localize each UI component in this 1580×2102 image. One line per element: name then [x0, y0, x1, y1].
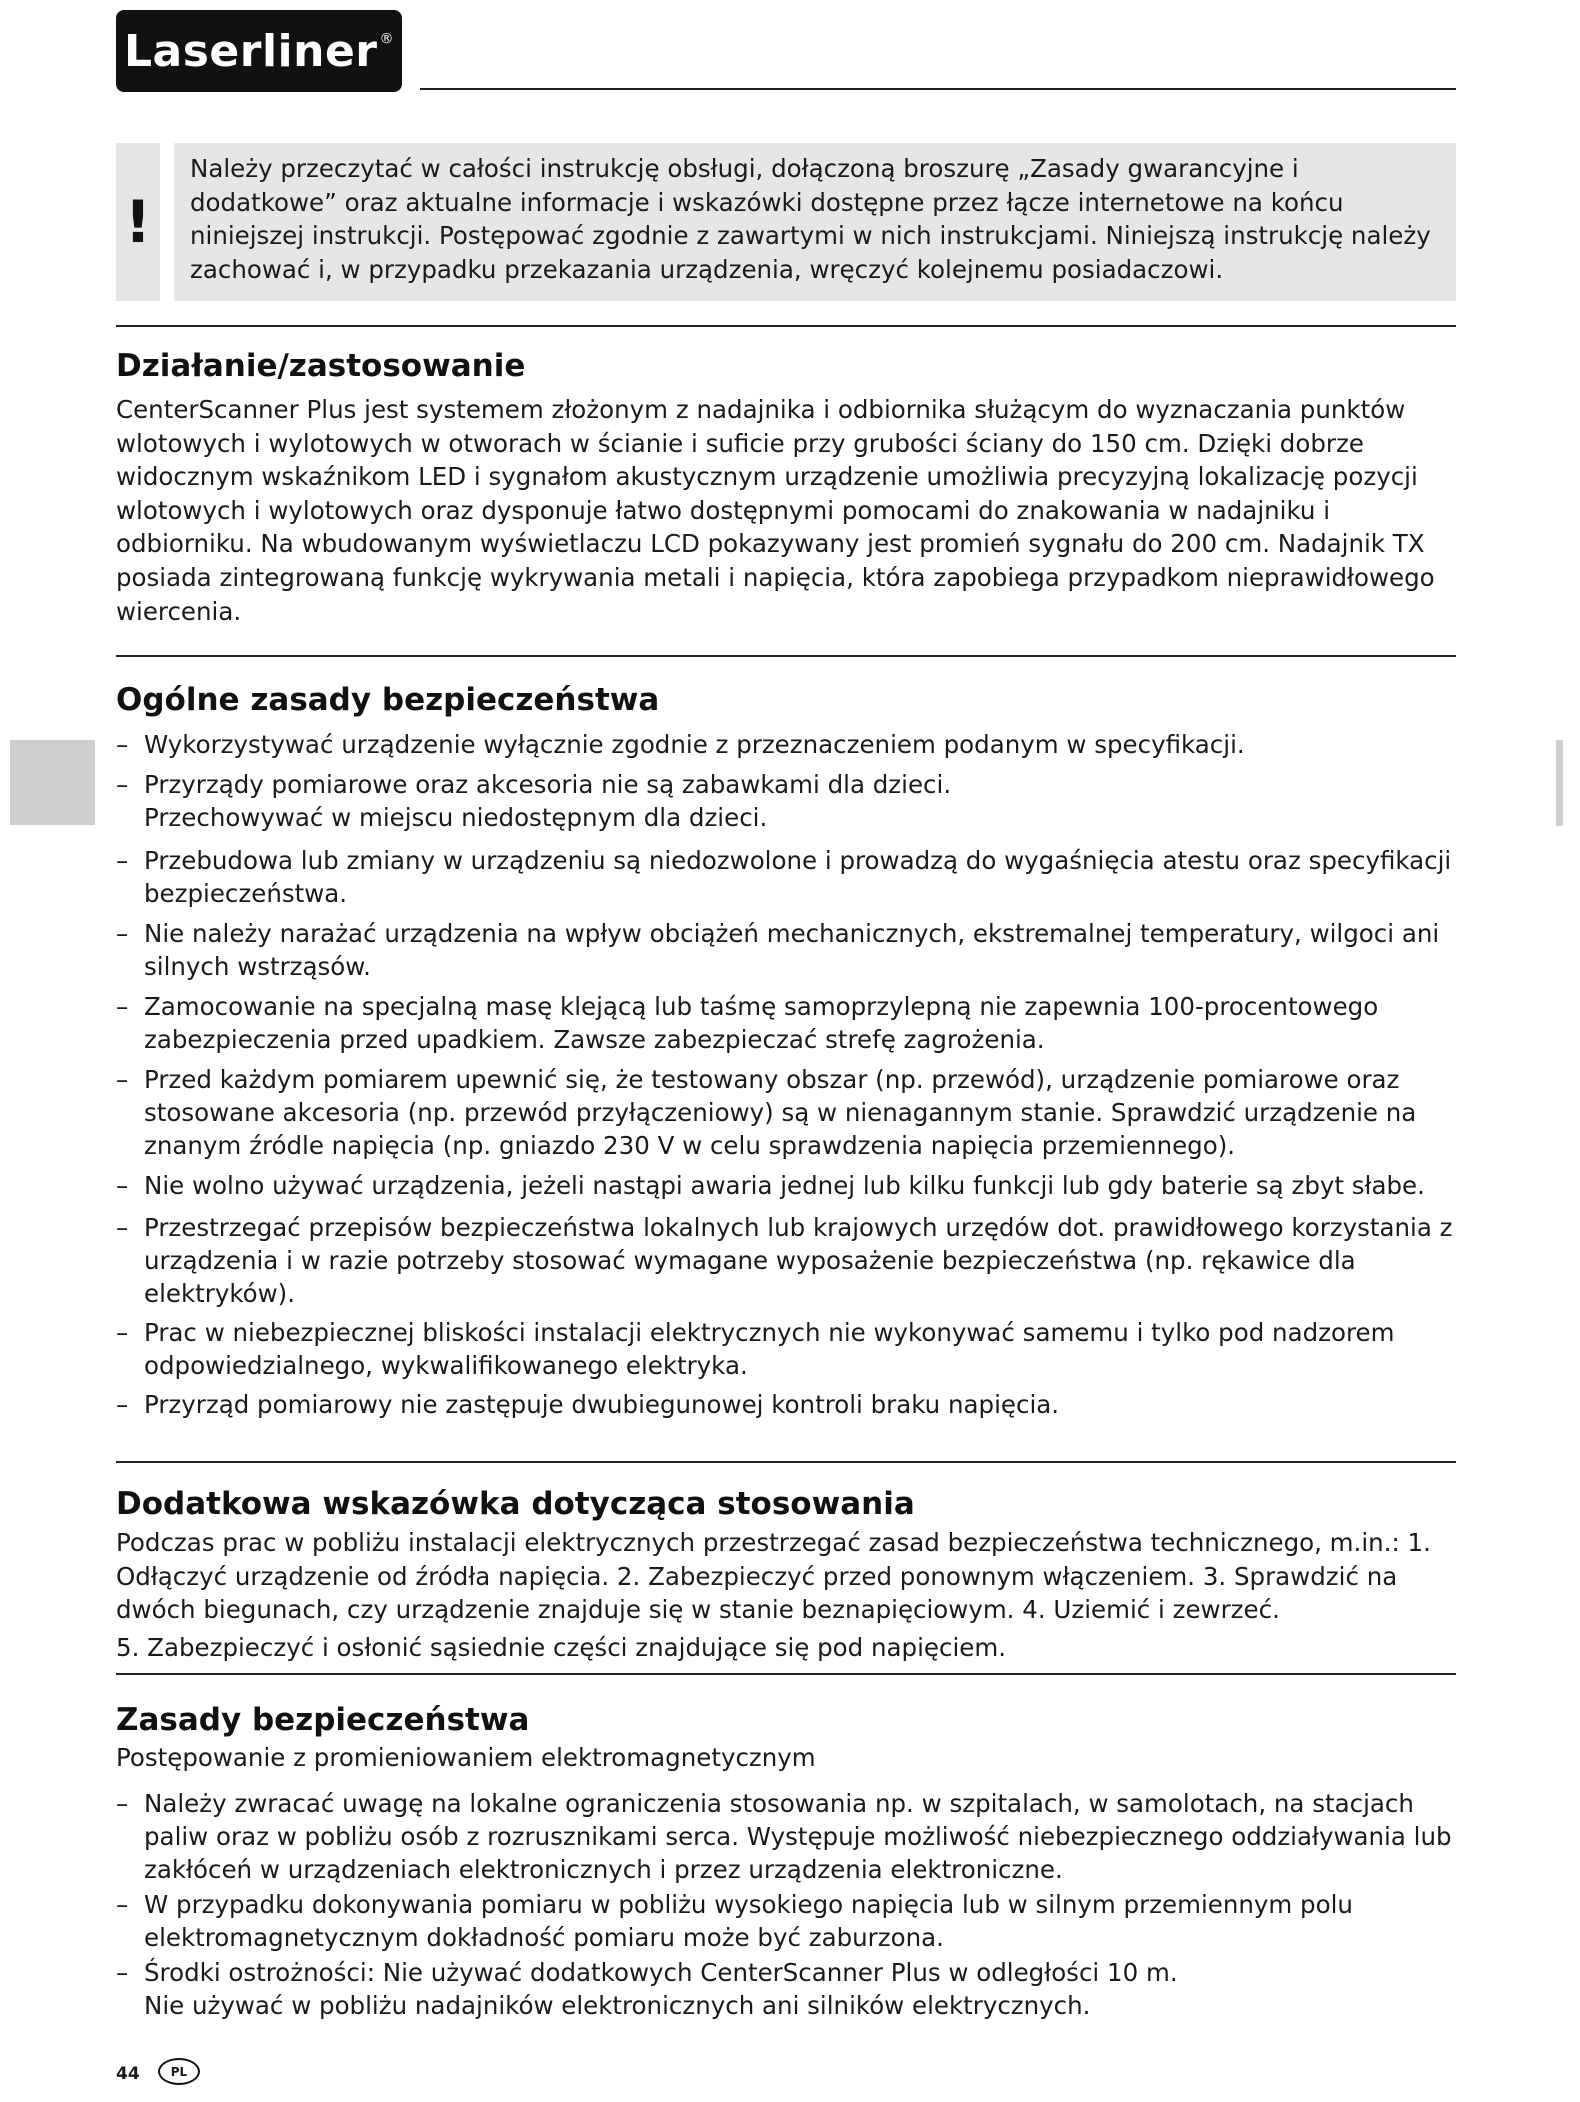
warning-notice: Należy przeczytać w całości instrukcję obsługi, dołączoną broszurę „Zasady gwarancyjne i dodatkowe” oraz aktualne informacje i wskazówki dostępne przez łącze internetowe na końcu niniejszej instrukcji. Postępować zgodnie z zawartymi w nich instrukcjami. Niniejszą instrukcję należy zachować i, w przypadku przekazania urządzenia, wręczyć kolejnemu posiadaczowi.: [174, 143, 1456, 301]
list-item: [116, 1956, 1461, 2022]
list-item: [116, 1316, 1461, 1382]
section-divider: [116, 655, 1456, 657]
safety-list: [116, 1787, 1461, 2022]
additional-text-step5: 5. Zabezpieczyć i osłonić sąsiednie części znajdujące się pod napięciem.: [116, 1633, 1006, 1662]
list-bullet: –: [116, 1318, 129, 1347]
section-title-safety: Zasady bezpieczeństwa: [116, 1702, 530, 1738]
list-bullet: –: [116, 770, 129, 799]
list-bullet: –: [116, 730, 129, 759]
list-item-text: Nie wolno używać urządzenia, jeżeli nastąpi awaria jednej lub kilku funkcji lub gdy baterie są zbyt słabe.: [144, 1171, 1425, 1200]
section-divider: [116, 325, 1456, 327]
list-item: [116, 1063, 1461, 1162]
list-item: [116, 844, 1461, 910]
section-divider: [116, 1461, 1456, 1463]
list-item-text: Należy zwracać uwagę na lokalne ograniczenia stosowania np. w szpitalach, w samolotach, na stacjach paliw oraz w pobliżu osób z rozrusznikami serca. Występuje możliwość niebezpiecznego oddziaływania lub zakłóceń w urządzeniach elektronicznych i przez urządzenia elektroniczne.: [144, 1789, 1452, 1884]
list-item-text: Przestrzegać przepisów bezpieczeństwa lokalnych lub krajowych urzędów dot. prawidłowego korzystania z urządzenia i w razie potrzeby stosować wymagane wyposażenie bezpieczeństwa (np. rękawice dla elektryków).: [144, 1213, 1453, 1308]
list-bullet: –: [116, 1390, 129, 1419]
list-item-text: Nie używać w pobliżu nadajników elektronicznych ani silników elektrycznych.: [144, 1991, 1091, 2020]
section-title-additional: Dodatkowa wskazówka dotycząca stosowania: [116, 1486, 915, 1522]
section-divider: [116, 1673, 1456, 1675]
chapter-edge-mark: [1556, 740, 1563, 826]
list-item-text: Wykorzystywać urządzenie wyłącznie zgodnie z przeznaczeniem podanym w specyfikacji.: [144, 730, 1245, 759]
section-title-general-safety: Ogólne zasady bezpieczeństwa: [116, 682, 660, 718]
list-item: [116, 1787, 1461, 1886]
list-bullet: –: [116, 919, 129, 948]
list-item: [116, 990, 1461, 1056]
list-item-text: Zamocowanie na specjalną masę klejącą lub taśmę samoprzylepną nie zapewnia 100-procentowego zabezpieczenia przed upadkiem. Zawsze zabezpieczać strefę zagrożenia.: [144, 992, 1379, 1054]
additional-text: Podczas prac w pobliżu instalacji elektrycznych przestrzegać zasad bezpieczeństwa technicznego, m.in.: 1. Odłączyć urządzenie od źródła napięcia. 2. Zabezpieczyć przed ponownym włączeniem. 3. Sprawdzić na dwóch biegunach, czy urządzenie znajduje się w stanie beznapięciowym. 4. Uziemić i zewrzeć.: [116, 1528, 1431, 1625]
general-safety-list: [116, 728, 1461, 1421]
page-number: 44: [116, 2064, 140, 2084]
list-bullet: –: [116, 1958, 129, 1987]
list-bullet: –: [116, 846, 129, 875]
list-item-text: Przebudowa lub zmiany w urządzeniu są niedozwolone i prowadzą do wygaśnięcia atestu oraz specyfikacji bezpieczeństwa.: [144, 846, 1452, 908]
list-item-text: Nie należy narażać urządzenia na wpływ obciążeń mechanicznych, ekstremalnej temperatury, wilgoci ani silnych wstrząsów.: [144, 919, 1440, 981]
list-item-text: W przypadku dokonywania pomiaru w pobliżu wysokiego napięcia lub w silnym przemiennym polu elektromagnetycznym dokładność pomiaru może być zaburzona.: [144, 1890, 1353, 1952]
list-item: [116, 917, 1461, 983]
list-bullet: –: [116, 1789, 129, 1818]
list-item: [116, 728, 1461, 761]
function-description: CenterScanner Plus jest systemem złożonym z nadajnika i odbiornika służącym do wyznaczania punktów wlotowych i wylotowych w otworach w ścianie i suficie przy grubości ściany do 150 cm. Dzięki dobrze widocznym wskaźnikom LED i sygnałom akustycznym urządzenie umożliwia precyzyjną lokalizację pozycji wlotowych i wylotowych oraz dysponuje łatwo dostępnymi pomocami do znakowania w nadajniku i odbiorniku. Na wbudowanym wyświetlaczu LCD pokazywany jest promień sygnału do 200 cm. Nadajnik TX posiada zintegrowaną funkcję wykrywania metali i napięcia, która zapobiega przypadkom nieprawidłowego wiercenia.: [116, 395, 1435, 626]
list-bullet: –: [116, 1065, 129, 1094]
list-bullet: –: [116, 1890, 129, 1919]
list-bullet: –: [116, 1213, 129, 1242]
brand-logo: [116, 10, 402, 92]
chapter-tab: [10, 740, 95, 825]
list-item-text: Przechowywać w miejscu niedostępnym dla dzieci.: [144, 803, 768, 832]
list-item: [116, 1211, 1461, 1310]
warning-icon: !: [116, 143, 160, 301]
list-item-text: Środki ostrożności: Nie używać dodatkowych CenterScanner Plus w odległości 10 m.: [144, 1958, 1178, 1987]
list-item-text: Przyrząd pomiarowy nie zastępuje dwubiegunowej kontroli braku napięcia.: [144, 1390, 1060, 1419]
list-item-text: Przed każdym pomiarem upewnić się, że testowany obszar (np. przewód), urządzenie pomiarowe oraz stosowane akcesoria (np. przewód przyłączeniowy) są w nienagannym stanie. Sprawdzić urządzenie na znanym źródle napięcia (np. gniazdo 230 V w celu sprawdzenia napięcia przemiennego).: [144, 1065, 1417, 1160]
list-item-text: Przyrządy pomiarowe oraz akcesoria nie są zabawkami dla dzieci.: [144, 770, 952, 799]
language-badge: PL: [158, 2058, 200, 2085]
safety-subtitle: Postępowanie z promieniowaniem elektromagnetycznym: [116, 1743, 816, 1772]
registered-mark: ®: [379, 31, 394, 47]
list-item: [116, 1388, 1461, 1421]
list-item: [116, 1888, 1461, 1954]
list-bullet: –: [116, 992, 129, 1021]
list-bullet: –: [116, 1171, 129, 1200]
list-item-text: Prac w niebezpiecznej bliskości instalacji elektrycznych nie wykonywać samemu i tylko pod nadzorem odpowiedzialnego, wykwalifikowanego elektryka.: [144, 1318, 1395, 1380]
brand-name: Laserliner: [124, 25, 378, 77]
header-rule: [420, 88, 1456, 90]
section-title-function: Działanie/zastosowanie: [116, 348, 526, 384]
list-item: [116, 768, 1461, 834]
list-item: [116, 1169, 1461, 1202]
